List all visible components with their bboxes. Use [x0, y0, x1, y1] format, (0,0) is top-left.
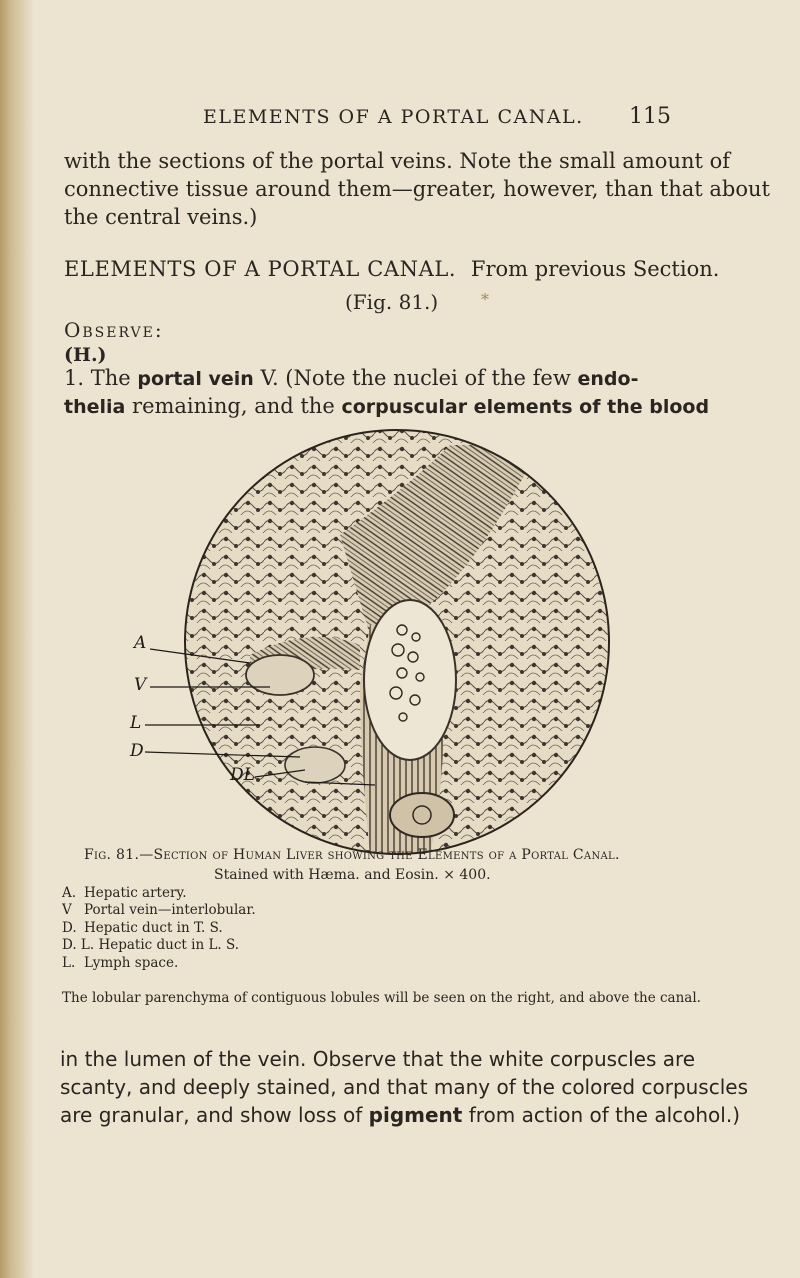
paragraph-bottom-text: are granular, and show loss of — [60, 1103, 363, 1127]
figure-label-dl: DL — [230, 765, 255, 785]
legend-item — [62, 902, 256, 919]
paragraph-bottom-line: in the lumen of the vein. Observe that the white corpuscles are — [60, 1047, 696, 1071]
part-label: (H.) — [64, 344, 107, 366]
paragraph-top-line: connective tissue around them—greater, however, than that about — [64, 177, 770, 201]
legend-item — [62, 955, 256, 972]
figure-label-d: D — [130, 741, 144, 761]
paragraph-bottom-text: from action of the alcohol.) — [468, 1103, 741, 1127]
item-text: The — [90, 366, 131, 390]
legend-code: A. — [62, 885, 77, 901]
observe-label: Observe: — [64, 318, 164, 342]
paragraph-top-line: with the sections of the portal veins. Note the small amount of — [64, 149, 731, 173]
paragraph-bottom-term: pigment — [368, 1103, 463, 1127]
list-item-1 — [64, 365, 710, 421]
section-heading — [64, 257, 720, 281]
printer-mark: * — [481, 290, 489, 309]
item-term: endo- — [577, 368, 639, 390]
legend-item — [62, 885, 256, 902]
legend-code: V — [62, 902, 72, 919]
legend-item — [62, 920, 256, 937]
figure-reference: (Fig. 81.) — [345, 290, 439, 314]
legend-code: L. — [62, 954, 76, 971]
liver-section-illustration — [110, 425, 670, 855]
legend-text: Lymph space. — [84, 954, 179, 971]
legend-text: Hepatic artery. — [84, 885, 187, 901]
item-number: 1. — [64, 366, 85, 390]
legend-text: Portal vein—interlobular. — [84, 902, 256, 919]
legend-code: D. L. — [62, 937, 95, 954]
page-number: 115 — [629, 104, 671, 129]
paragraph-top — [64, 147, 770, 231]
section-subtitle: From previous Section. — [470, 257, 720, 281]
section-title: ELEMENTS OF A PORTAL CANAL. — [64, 257, 457, 281]
figure-label-a: A — [134, 633, 147, 653]
figure-label-v: V — [134, 675, 147, 695]
figure-legend — [62, 885, 256, 972]
paragraph-top-line: the central veins.) — [64, 205, 258, 229]
legend-text: Hepatic duct in L. S. — [98, 937, 240, 954]
running-head: ELEMENTS OF A PORTAL CANAL. — [203, 106, 584, 128]
figure-caption-title: Fig. 81.—Section of Human Liver showing the Elements of a Portal Canal. — [84, 847, 620, 863]
figure-label-l: L — [130, 713, 142, 733]
figure-caption-note: The lobular parenchyma of contiguous lobules will be seen on the right, and above the canal. — [62, 990, 701, 1006]
paragraph-bottom-line: scanty, and deeply stained, and that many of the colored corpuscles — [60, 1075, 749, 1099]
item-text: V. (Note the nuclei of the few — [260, 366, 571, 390]
figure-caption-stain: Stained with Hæma. and Eosin. × 400. — [214, 867, 491, 883]
item-term: thelia — [64, 396, 126, 418]
item-text: remaining, and the — [132, 394, 335, 418]
paragraph-bottom — [60, 1045, 749, 1129]
page-binding-edge — [0, 0, 34, 1278]
legend-item — [62, 937, 256, 954]
item-term: portal vein — [137, 368, 254, 390]
legend-text: Hepatic duct in T. S. — [84, 919, 223, 936]
item-term: corpuscular elements of the blood — [341, 396, 710, 418]
histology-figure — [110, 425, 670, 855]
legend-code: D. — [62, 919, 77, 936]
